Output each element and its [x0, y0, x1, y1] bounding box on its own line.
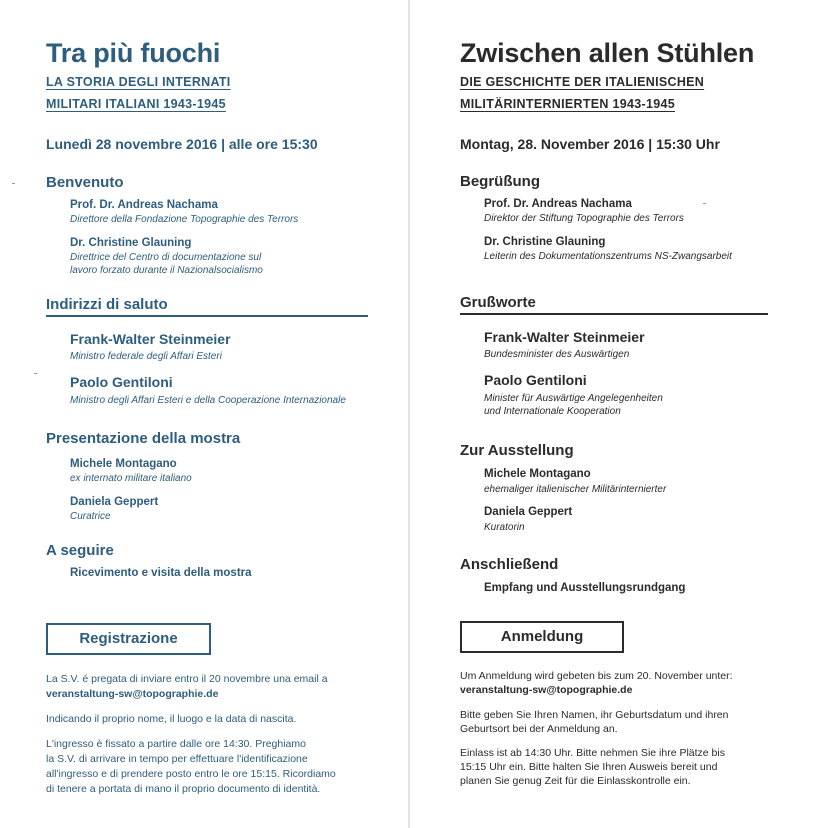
speaker-role: und Internationale Kooperation — [484, 406, 621, 417]
registration-heading: Registrazione — [46, 623, 211, 655]
section-heading-greetings: Indirizzi di saluto — [46, 296, 168, 313]
speaker-role: Direttore della Fondazione Topographie des Terrors — [70, 214, 299, 225]
registration-text: planen Sie genug Zeit für die Einlasskontrolle ein. — [460, 775, 691, 787]
email-address: veranstaltung-sw@topographie.de — [46, 688, 219, 700]
email-address: veranstaltung-sw@topographie.de — [460, 684, 633, 696]
speaker-name: Paolo Gentiloni — [70, 374, 173, 390]
registration-text: La S.V. é pregata di inviare entro il 20 novembre una email a — [46, 673, 328, 685]
italian-column — [46, 0, 386, 828]
registration-text: la S.V. di arrivare in tempo per effettuare l'identificazione — [46, 753, 308, 765]
speaker-name: Dr. Christine Glauning — [70, 237, 192, 249]
page-title: Tra più fuochi — [46, 38, 221, 68]
registration-email — [46, 687, 218, 702]
speaker-name: Prof. Dr. Andreas Nachama — [70, 199, 218, 211]
subtitle-line-2: MILITÄRINTERNIERTEN 1943-1945 — [460, 97, 675, 111]
speaker-role: Kuratorin — [484, 522, 525, 533]
followup-text: Ricevimento e visita della mostra — [70, 567, 252, 579]
subtitle-line-1: LA STORIA DEGLI INTERNATI — [46, 75, 231, 89]
speaker-name: Daniela Geppert — [484, 506, 573, 518]
speaker-name: Paolo Gentiloni — [484, 372, 587, 388]
registration-text: 15:15 Uhr ein. Bitte halten Sie Ihren Ausweis bereit und — [460, 761, 718, 773]
speaker-role: Ministro degli Affari Esteri e della Cooperazione Internazionale — [70, 395, 346, 406]
registration-text: Indicando il proprio nome, il luogo e la data di nascita. — [46, 713, 297, 725]
speaker-name: Prof. Dr. Andreas Nachama — [484, 198, 632, 210]
speaker-name: Michele Montagano — [70, 458, 177, 470]
subtitle-line-1: DIE GESCHICHTE DER ITALIENISCHEN — [460, 75, 705, 89]
section-heading-welcome: Begrüßung — [460, 173, 540, 190]
event-date: Montag, 28. November 2016 | 15:30 Uhr — [460, 136, 720, 152]
registration-text: Um Anmeldung wird gebeten bis zum 20. November unter: — [460, 670, 733, 682]
registration-text: L'ingresso è fissato a partire dalle ore 14:30. Preghiamo — [46, 738, 306, 750]
scan-speck — [12, 183, 15, 184]
speaker-role: Curatrice — [70, 511, 111, 522]
speaker-role: Minister für Auswärtige Angelegenheiten — [484, 393, 663, 404]
event-date: Lunedì 28 novembre 2016 | alle ore 15:30 — [46, 136, 318, 152]
speaker-role: Direktor der Stiftung Topographie des Terrors — [484, 213, 684, 224]
section-heading-exhibition: Zur Ausstellung — [460, 442, 574, 459]
speaker-role: ehemaliger italienischer Militärinternierter — [484, 484, 667, 495]
speaker-role: ex internato militare italiano — [70, 473, 192, 484]
speaker-name: Frank-Walter Steinmeier — [484, 329, 645, 345]
subtitle-line-2: MILITARI ITALIANI 1943-1945 — [46, 97, 226, 111]
speaker-name: Dr. Christine Glauning — [484, 236, 606, 248]
section-divider — [460, 313, 768, 315]
speaker-role: Ministro federale degli Affari Esteri — [70, 351, 222, 362]
section-heading-exhibition: Presentazione della mostra — [46, 430, 241, 447]
speaker-name: Daniela Geppert — [70, 496, 159, 508]
speaker-role: lavoro forzato durante il Nazionalsocialismo — [70, 265, 263, 276]
registration-text: all'ingresso e di prendere posto entro le ore 15:15. Ricordiamo — [46, 768, 336, 780]
registration-text: Bitte geben Sie Ihren Namen, ihr Geburtsdatum und ihren — [460, 709, 729, 721]
speaker-name: Michele Montagano — [484, 468, 591, 480]
section-divider — [46, 315, 368, 317]
page-fold — [408, 0, 410, 828]
page-title: Zwischen allen Stühlen — [460, 38, 755, 68]
section-heading-greetings: Grußworte — [460, 294, 536, 311]
registration-text: Einlass ist ab 14:30 Uhr. Bitte nehmen Sie ihre Plätze bis — [460, 747, 725, 759]
registration-email — [460, 683, 632, 698]
speaker-role: Leiterin des Dokumentationszentrums NS-Zwangsarbeit — [484, 251, 732, 262]
german-column — [460, 0, 790, 828]
section-heading-followup: A seguire — [46, 542, 114, 559]
followup-text: Empfang und Ausstellungsrundgang — [484, 582, 686, 594]
registration-heading: Anmeldung — [460, 621, 624, 653]
scan-speck — [34, 373, 37, 374]
speaker-name: Frank-Walter Steinmeier — [70, 331, 231, 347]
speaker-role: Bundesminister des Auswärtigen — [484, 349, 630, 360]
registration-text: di tenere a portata di mano il proprio documento di identità. — [46, 783, 321, 795]
section-heading-welcome: Benvenuto — [46, 174, 124, 191]
speaker-role: Direttrice del Centro di documentazione sul — [70, 252, 262, 263]
section-heading-followup: Anschließend — [460, 556, 559, 573]
registration-text: Geburtsort bei der Anmeldung an. — [460, 723, 618, 735]
